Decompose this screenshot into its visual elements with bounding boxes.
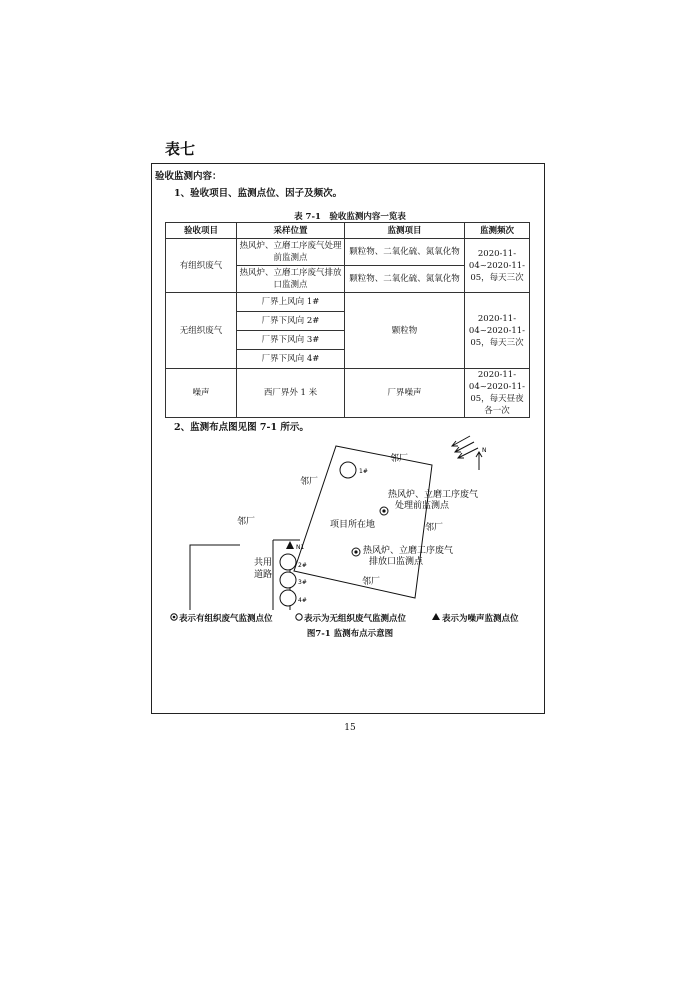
table-cell: 厂界噪声 [345, 369, 465, 418]
header-cell: 监测项目 [345, 223, 465, 239]
point-before-label-2: 处理前监测点 [395, 501, 450, 511]
shared-road-label-2: 道路 [254, 570, 273, 580]
table-cell: 2020-11-04~2020-11-05，每天三次 [465, 239, 530, 293]
item2-heading: 2、监测布点图见图 7-1 所示。 [174, 422, 309, 433]
table-cell: 厂界下风向 3# [237, 331, 345, 350]
neighbor-label-left: 邻厂 [237, 517, 256, 527]
table-cell: 厂界上风向 1# [237, 293, 345, 312]
legend-unorganized-text: 表示为无组织废气监测点位 [304, 614, 407, 624]
organized-point-outlet-dot [354, 550, 357, 553]
figure-caption: 图7-1 监测布点示意图 [306, 629, 394, 639]
table-cell: 无组织废气 [166, 293, 237, 369]
marker-label-1: 1# [359, 468, 368, 475]
neighbor-label-left-top: 邻厂 [300, 477, 319, 487]
header-cell: 监测频次 [465, 223, 530, 239]
north-label: N [482, 447, 487, 454]
unorganized-point-1 [340, 462, 356, 478]
table-cell: 有组织废气 [166, 239, 237, 293]
left-boundary [190, 545, 240, 610]
table-cell: 西厂界外 1 米 [237, 369, 345, 418]
header-cell: 采样位置 [237, 223, 345, 239]
unorganized-point-4 [280, 590, 296, 606]
table-cell: 热风炉、立磨工序废气处理前监测点 [237, 239, 345, 266]
point-outlet-label-2: 排放口监测点 [369, 557, 424, 567]
table-cell: 颗粒物、二氧化硫、氮氧化物 [345, 239, 465, 266]
point-before-label-1: 热风炉、立磨工序废气 [388, 490, 479, 500]
table-cell: 厂界下风向 2# [237, 312, 345, 331]
page-title: 表七 [165, 140, 196, 158]
table-cell: 热风炉、立磨工序废气排放口监测点 [237, 266, 345, 293]
legend-organized-text: 表示有组织废气监测点位 [179, 614, 273, 624]
neighbor-label-top: 邻厂 [390, 454, 409, 464]
item1-heading: 1、验收项目、监测点位、因子及频次。 [174, 188, 343, 199]
legend-noise-symbol [432, 613, 440, 620]
page-number: 15 [344, 723, 356, 733]
wind-direction-arrows [452, 436, 478, 458]
project-site-label: 项目所在地 [330, 520, 376, 530]
marker-label-2: 2# [298, 562, 307, 569]
noise-marker-label: N1 [296, 544, 305, 551]
table-cell: 颗粒物 [345, 293, 465, 369]
table-cell: 颗粒物、二氧化硫、氮氧化物 [345, 266, 465, 293]
legend-noise-text: 表示为噪声监测点位 [442, 614, 519, 624]
marker-label-4: 4# [298, 597, 307, 604]
shared-road-label-1: 共用 [254, 558, 273, 568]
section-heading: 验收监测内容： [155, 171, 222, 182]
noise-marker-triangle [286, 541, 294, 549]
organized-point-before-dot [382, 509, 385, 512]
point-outlet-label-1: 热风炉、立磨工序废气 [363, 546, 454, 556]
legend-organized-dot [173, 616, 176, 619]
table-cell: 厂界下风向 4# [237, 350, 345, 369]
table-cell: 2020-11-04~2020-11-05，每天三次 [465, 293, 530, 369]
table-cell: 2020-11-04~2020-11-05，每天昼夜各一次 [465, 369, 530, 418]
neighbor-label-right: 邻厂 [425, 523, 444, 533]
north-arrow [476, 452, 482, 470]
marker-label-3: 3# [298, 579, 307, 586]
unorganized-point-2 [280, 554, 296, 570]
unorganized-point-3 [280, 572, 296, 588]
header-cell: 验收项目 [166, 223, 237, 239]
legend-unorganized-symbol [296, 614, 302, 620]
neighbor-label-bottom: 邻厂 [362, 577, 381, 587]
table-cell: 噪声 [166, 369, 237, 418]
table-caption: 表 7-1 验收监测内容一览表 [294, 212, 406, 222]
